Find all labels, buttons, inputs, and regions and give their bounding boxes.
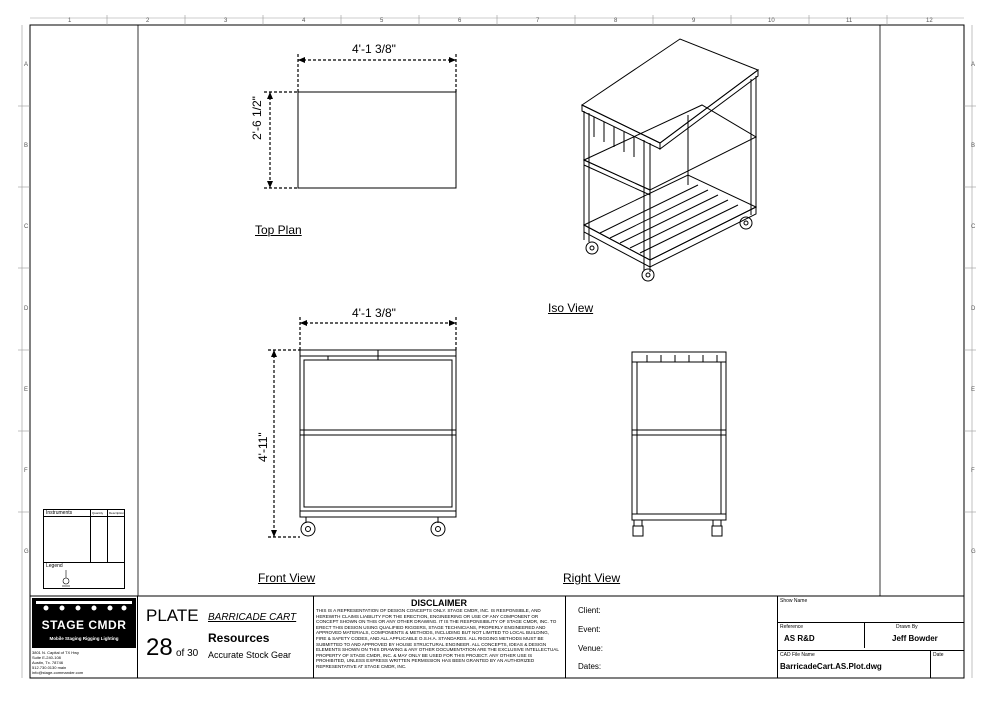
grid-col-1: 1 [68,18,72,24]
top-plan-label: Top Plan [255,223,302,237]
right-view-label: Right View [563,571,621,585]
date-label: Date [933,652,944,658]
iso-view-label: Iso View [548,301,594,315]
grid-row-a: A [24,62,29,68]
grid-row-b-right: B [971,143,976,149]
front-view-height-dimension: 4'-11" [256,432,270,462]
legend-symbol-icon [60,570,72,588]
iso-view-drawing [570,35,770,290]
grid-col-4: 4 [302,18,306,24]
top-plan-depth-dimension: 2'-6 1/2" [250,96,264,140]
grid-col-6: 6 [458,18,462,24]
grid-row-f-right: F [971,468,975,474]
address-line-3: Austin, Tx. 78746 [32,660,64,665]
grid-row-d: D [24,306,29,312]
project-fields-block [566,596,778,678]
grid-row-c: C [24,224,29,230]
instruments-description-header: Description [109,511,125,515]
dates-field[interactable]: Dates: [578,662,602,671]
company-logo [32,598,136,648]
grid-row-c-right: C [971,224,976,230]
plate-subtitle: Accurate Stock Gear [208,650,292,660]
grid-row-g-right: G [971,549,976,555]
grid-col-11: 11 [846,18,853,24]
show-name-label: Show Name [780,598,808,604]
drawn-by-label: Drawn By [896,624,918,630]
instruments-quantity-header: Quantity [92,511,104,515]
grid-col-5: 5 [380,18,384,24]
grid-row-b: B [24,143,29,149]
company-phone: 512.730.0130 main [32,665,67,670]
address-line-1: 3801 N. Capital of TX Hwy [32,650,80,655]
grid-col-12: 12 [926,18,933,24]
grid-col-2: 2 [146,18,150,24]
plate-label: PLATE [146,606,199,625]
front-view-label: Front View [258,571,316,585]
company-email: info@stage-commander.com [32,670,84,675]
instruments-title: Instruments [46,510,73,516]
plate-block [138,596,314,678]
disclaimer-body: THIS IS A REPRESENTATION OF DESIGN CONCEPTS ONLY. STAGE CMDR, INC. IS RESPONSIBLE, AND HEREWITH CLAIMS LIABILITY FOR THE ERECTION, ENGINEERING OR USE OF ANY COMPONENT OR CONCEPT SHOWN ON THIS OR ANY OTHER DRAWING. IT IS THE RESPONSIBILITY OF STAGE CMDR, INC. TO ERECT THIS DESIGN USING QUALIFIED RIGGERS, STAGE TECHNICIANS, PROPERLY ENGINEERED AND APPROVED MATERIALS, COMPONENTS & METHODS, INCLUDING BUT NOT LIMITED TO LOCAL BUILDING, FIRE & SAFETY CODES, AND ALL APPLICABLE O.S.H.A. STANDARDS. ALL RIGGING METHODS MUST BE SUBMITTED TO AND APPROVED BY HOUSE STRUCTURAL ENGINEER. ALL CONCEPTS, IDEAS & DESIGN ELEMENTS SHOWN ON THIS DRAWING & ANY OTHER DOCUMENTATION ARE THE EXCLUSIVE INTELLECTUAL PROPERTY OF STAGE CMDR, INC. & MAY ONLY BE USED FOR THIS PROJECT. ANY OTHER USE IS PROHIBITED, UNLESS EXPRESS WRITTEN PERMISSION HAS BEEN GRANTED BY AN AUTHORIZED REPRESENTATIVE AT STAGE CMDR, INC. [316,608,559,669]
legend-title: Legend [46,563,63,569]
top-plan-width-dimension: 4'-1 3/8" [352,42,396,56]
grid-row-g: G [24,549,29,555]
title-block [778,596,964,678]
venue-field[interactable]: Venue: [578,644,603,653]
cad-file-value: BarricadeCart.AS.Plot.dwg [780,662,882,671]
grid-row-e-right: E [971,387,976,393]
logo-tagline: Mobile Staging Rigging Lighting [49,636,119,641]
grid-row-e: E [24,387,29,393]
front-view-width-dimension: 4'-1 3/8" [352,306,396,320]
front-view-drawing [258,305,468,545]
plate-category: Resources [208,631,270,645]
instruments-legend-box [43,509,125,589]
grid-col-3: 3 [224,18,228,24]
cad-file-label: CAD File Name [780,652,815,658]
reference-value: AS R&D [784,634,815,643]
grid-row-d-right: D [971,306,976,312]
plate-of-total: of 30 [176,648,199,659]
disclaimer-title: DISCLAIMER [411,598,467,608]
top-plan-drawing [250,40,470,200]
grid-col-9: 9 [692,18,696,24]
grid-col-10: 10 [768,18,775,24]
reference-label: Reference [780,624,804,630]
logo-text: STAGE CMDR [41,618,127,632]
logo-block [30,596,138,678]
plate-title: BARRICADE CART [208,612,297,623]
grid-col-8: 8 [614,18,618,24]
grid-col-7: 7 [536,18,540,24]
grid-row-a-right: A [971,62,976,68]
plate-number: 28 [146,634,173,661]
address-line-2: Suite E-240-108 [32,655,61,660]
drawn-by-value: Jeff Bowder [892,634,938,643]
event-field[interactable]: Event: [578,625,601,634]
grid-row-f: F [24,468,28,474]
right-view-drawing [625,345,735,545]
client-field[interactable]: Client: [578,606,601,615]
